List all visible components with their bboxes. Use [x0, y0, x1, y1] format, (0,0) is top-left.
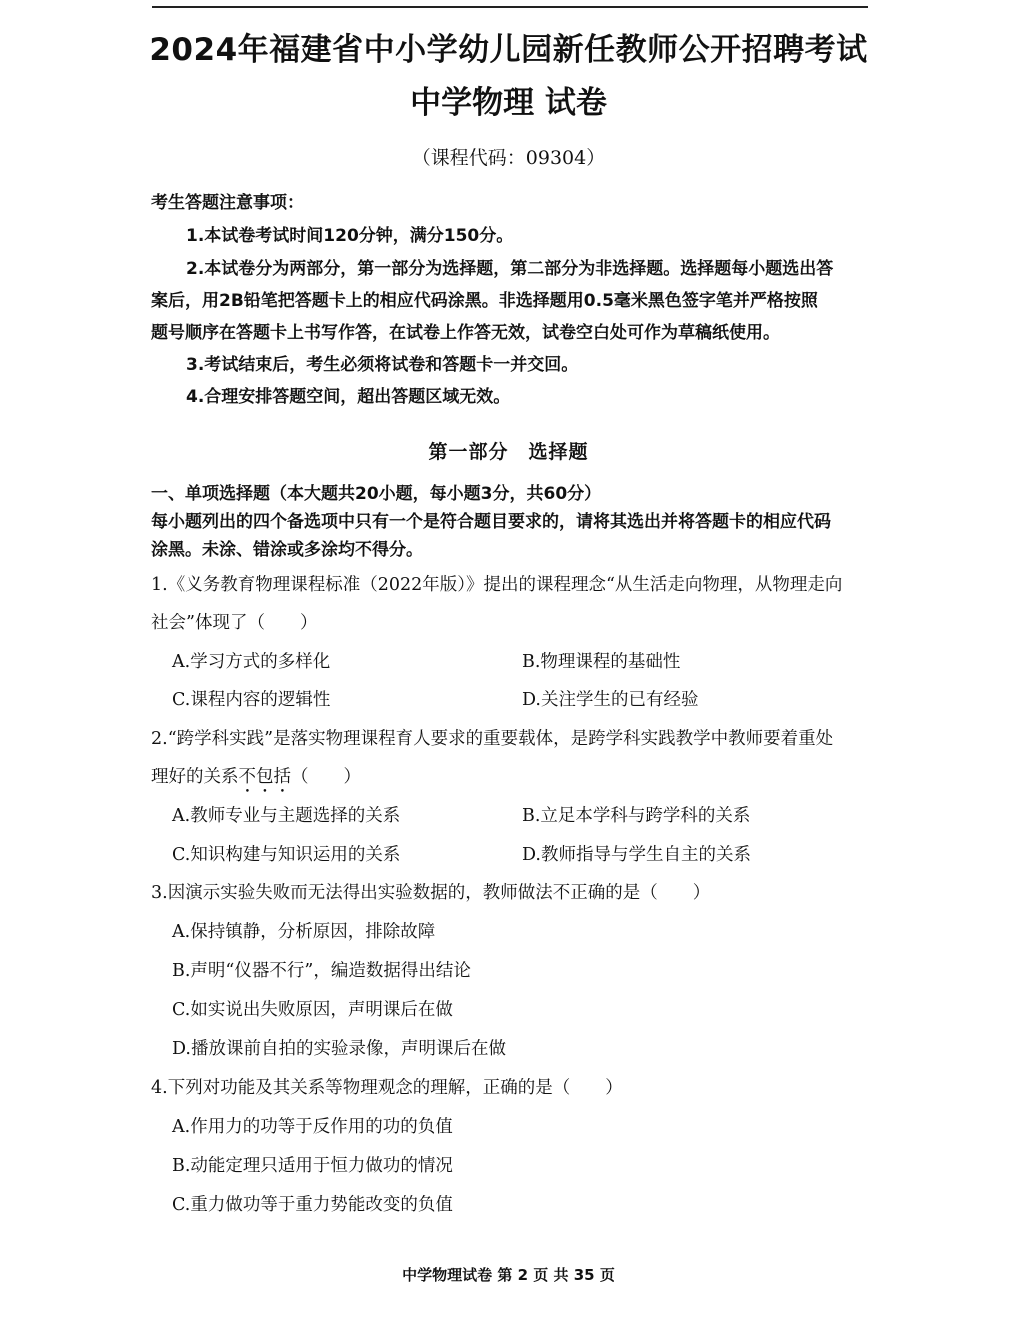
section-title: 第一部分 选择题 — [428, 441, 589, 463]
notice-line-1: 1.本试卷考试时间120分钟，满分150分。 — [186, 226, 514, 246]
notice-line-5: 3.考试结束后，考生必须将试卷和答题卡一并交回。 — [186, 355, 579, 375]
question-2-option-b: B.立足本学科与跨学科的关系 — [522, 806, 751, 826]
question-2-option-c: C.知识构建与知识运用的关系 — [172, 845, 401, 865]
notice-line-6: 4.合理安排答题空间，超出答题区域无效。 — [186, 387, 511, 407]
question-2-option-d: D.教师指导与学生自主的关系 — [522, 845, 751, 865]
question-2-line-2-post: （ ） — [291, 767, 361, 787]
question-1-option-d: D.关注学生的已有经验 — [522, 690, 699, 710]
question-2-line-2-pre: 理好的关系 — [151, 767, 239, 787]
question-4-line-1: 4.下列对功能及其关系等物理观念的理解，正确的是（ ） — [151, 1078, 623, 1098]
question-3-option-d: D.播放课前自拍的实验录像，声明课后在做 — [172, 1039, 506, 1059]
section-heading: 一、单项选择题（本大题共20小题，每小题3分，共60分） — [151, 484, 602, 504]
notice-line-4: 题号顺序在答题卡上书写作答，在试卷上作答无效，试卷空白处可作为草稿纸使用。 — [151, 323, 780, 343]
question-2-option-a: A.教师专业与主题选择的关系 — [172, 806, 401, 826]
notice-line-2: 2.本试卷分为两部分，第一部分为选择题，第二部分为非选择题。选择题每小题选出答 — [186, 259, 834, 279]
question-1-option-c: C.课程内容的逻辑性 — [172, 690, 331, 710]
section-instruction-1: 每小题列出的四个备选项中只有一个是符合题目要求的，请将其选出并将答题卡的相应代码 — [151, 512, 831, 532]
exam-subtitle: 中学物理 试卷 — [410, 85, 607, 121]
course-code: （课程代码：09304） — [411, 147, 606, 169]
section-instruction-2: 涂黑。未涂、错涂或多涂均不得分。 — [151, 540, 423, 560]
question-3-option-b: B.声明“仪器不行”，编造数据得出结论 — [172, 961, 471, 981]
question-1-option-b: B.物理课程的基础性 — [522, 652, 681, 672]
question-3-line-1: 3.因演示实验失败而无法得出实验数据的，教师做法不正确的是（ ） — [151, 883, 711, 903]
page-footer: 中学物理试卷 第 2 页 共 35 页 — [402, 1266, 615, 1284]
question-2-line-1: 2.“跨学科实践”是落实物理课程育人要求的重要载体，是跨学科实践教学中教师要着重处 — [151, 729, 834, 749]
question-3-option-a: A.保持镇静，分析原因，排除故障 — [172, 922, 436, 942]
question-3-option-c: C.如实说出失败原因，声明课后在做 — [172, 1000, 453, 1020]
question-1-line-2: 社会”体现了（ ） — [151, 613, 318, 633]
question-2-line-2 — [151, 763, 361, 797]
question-1-option-a: A.学习方式的多样化 — [172, 652, 331, 672]
top-rule — [152, 6, 868, 8]
question-1-line-1: 1.《义务教育物理课程标准（2022年版）》提出的课程理念“从生活走向物理，从物理走向 — [151, 575, 843, 595]
exam-title: 2024年福建省中小学幼儿园新任教师公开招聘考试 — [149, 32, 868, 68]
notice-line-3: 案后，用2B铅笔把答题卡上的相应代码涂黑。非选择题用0.5毫米黑色签字笔并严格按照 — [151, 291, 818, 311]
notice-title: 考生答题注意事项： — [151, 193, 304, 213]
question-2-emphasis: 不包括 — [238, 767, 291, 787]
question-4-option-b: B.动能定理只适用于恒力做功的情况 — [172, 1156, 453, 1176]
question-4-option-a: A.作用力的功等于反作用的功的负值 — [172, 1117, 453, 1137]
question-4-option-c: C.重力做功等于重力势能改变的负值 — [172, 1195, 453, 1215]
